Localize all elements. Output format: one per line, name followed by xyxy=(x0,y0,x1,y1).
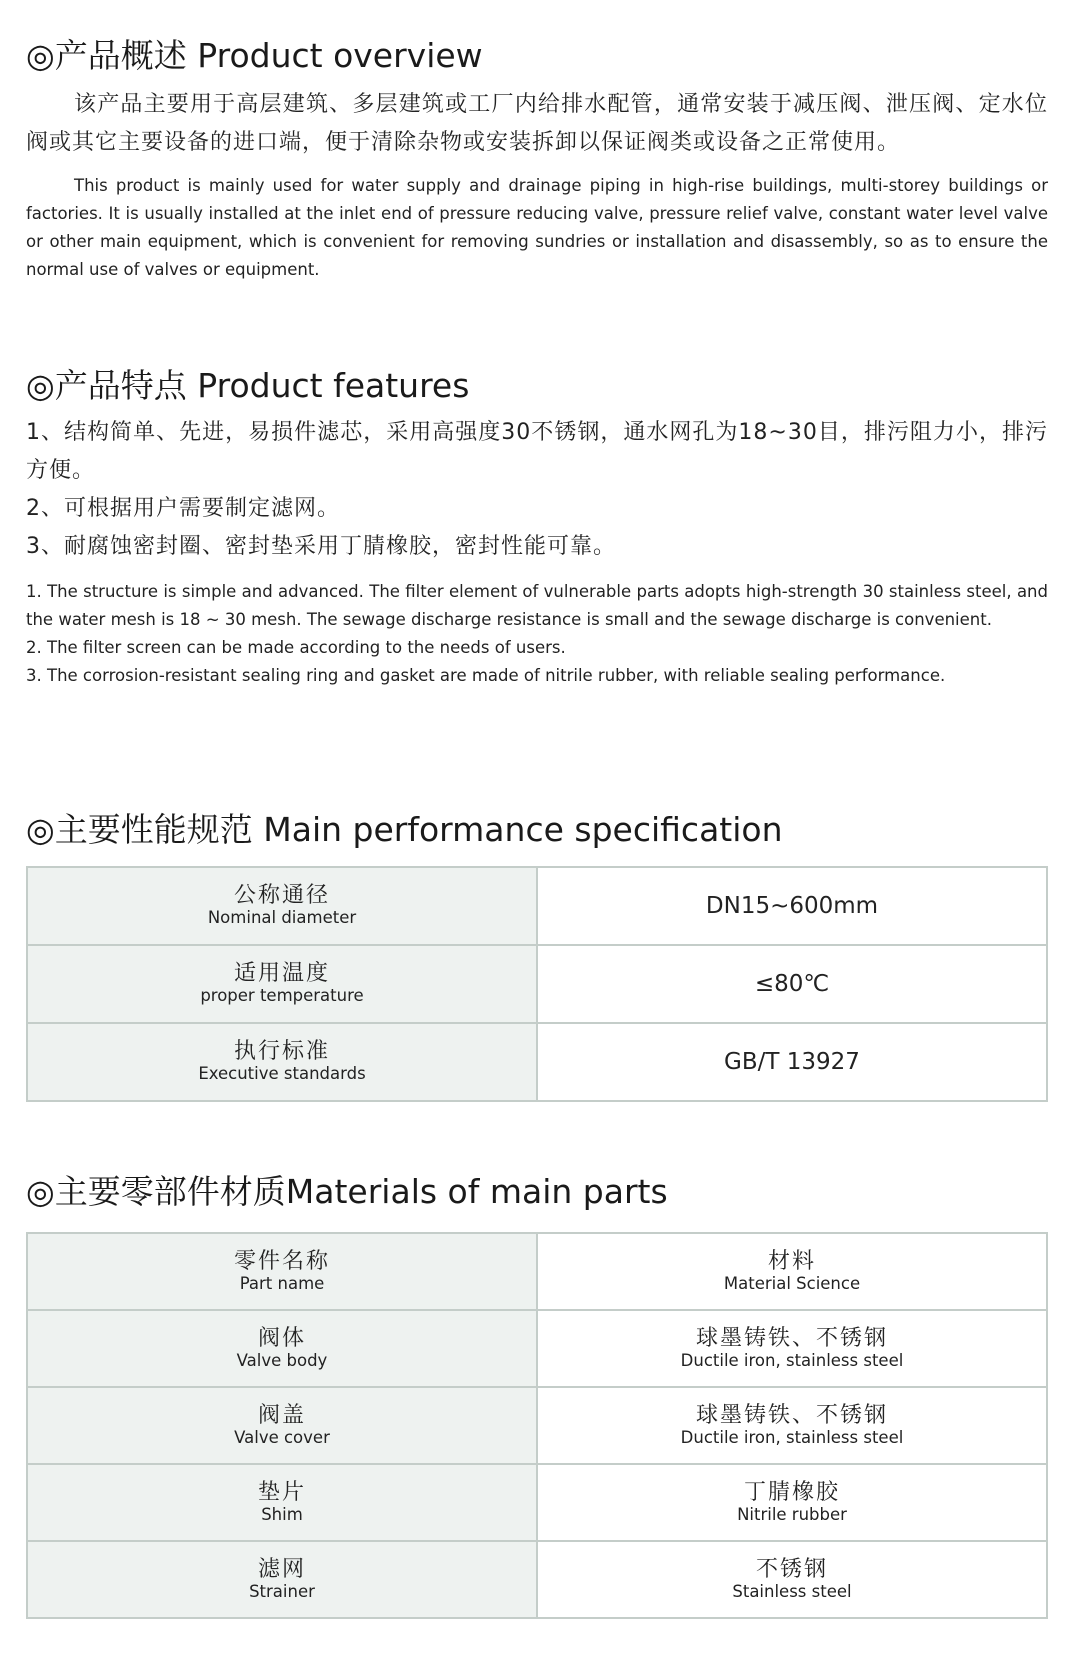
material-cell xyxy=(537,1387,1047,1464)
part-header-cell xyxy=(27,1233,537,1310)
material-cell xyxy=(537,1464,1047,1541)
spec-label-cell xyxy=(27,867,537,945)
material-en: Ductile iron, stainless steel xyxy=(680,1350,904,1370)
overview-title: ◎产品概述 Product overview xyxy=(26,36,483,75)
spec-value: ≤80℃ xyxy=(754,971,830,997)
spec-label-en: Executive standards xyxy=(198,1064,366,1083)
material-cell xyxy=(537,1310,1047,1387)
feature-cn-3: 3、耐腐蚀密封圈、密封垫采用丁腈橡胶，密封性能可靠。 xyxy=(26,534,616,559)
spec-value: DN15~600mm xyxy=(705,893,879,919)
part-name-en: Valve cover xyxy=(234,1427,330,1447)
material-cn: 球墨铸铁、不锈钢 xyxy=(695,1402,888,1428)
part-cell xyxy=(27,1310,537,1387)
features-section xyxy=(26,366,1048,690)
materials-header-row xyxy=(27,1233,1047,1310)
spec-label-cell xyxy=(27,1023,537,1101)
spec-title: ◎主要性能规范 Main performance specification xyxy=(26,810,783,849)
spec-label-cell xyxy=(27,945,537,1023)
spec-value-cell xyxy=(537,867,1047,945)
materials-table xyxy=(26,1232,1048,1619)
spec-value: GB/T 13927 xyxy=(724,1049,860,1075)
spec-label-cn: 公称通径 xyxy=(233,883,330,908)
materials-row xyxy=(27,1464,1047,1541)
spec-table xyxy=(26,866,1048,1102)
part-cell xyxy=(27,1464,537,1541)
material-header-cn: 材料 xyxy=(767,1248,816,1274)
part-name-en: Strainer xyxy=(249,1581,315,1601)
part-name-en: Shim xyxy=(261,1504,303,1524)
spec-label-cn: 执行标准 xyxy=(233,1039,330,1064)
spec-section xyxy=(26,810,1048,850)
overview-text-cn: 该产品主要用于高层建筑、多层建筑或工厂内给排水配管，通常安装于减压阀、泄压阀、定水位阀或其它主要设备的进口端，便于清除杂物或安装拆卸以保证阀类或设备之正常使用。 xyxy=(26,92,1048,155)
materials-title: ◎主要零部件材质Materials of main parts xyxy=(26,1172,668,1211)
spec-table-wrap xyxy=(26,866,1048,1102)
materials-row xyxy=(27,1541,1047,1618)
overview-section xyxy=(26,36,1048,284)
part-name-cn: 阀盖 xyxy=(257,1402,306,1428)
spec-row xyxy=(27,945,1047,1023)
material-header-en: Material Science xyxy=(723,1273,861,1293)
part-cell xyxy=(27,1541,537,1618)
spec-label-cn: 适用温度 xyxy=(233,961,330,986)
part-name-cn: 滤网 xyxy=(257,1556,306,1582)
part-header-cn: 零件名称 xyxy=(233,1248,330,1274)
materials-section xyxy=(26,1172,1048,1212)
spec-value-cell xyxy=(537,1023,1047,1101)
features-title: ◎产品特点 Product features xyxy=(26,366,470,405)
feature-en-2: 2. The filter screen can be made according to the needs of users. xyxy=(26,638,566,657)
material-cn: 不锈钢 xyxy=(755,1556,828,1582)
feature-cn-1: 1、结构简单、先进，易损件滤芯，采用高强度30不锈钢，通水网孔为18~30目，排污阻力小，排污方便。 xyxy=(26,420,1048,483)
material-en: Stainless steel xyxy=(732,1581,852,1601)
spec-label-en: Nominal diameter xyxy=(207,908,357,927)
feature-en-1: 1. The structure is simple and advanced. The filter element of vulnerable parts adopts high-strength 30 stainless steel, and the water mesh is 18 ~ 30 mesh. The sewage discharge resistance is small and the sewage discharge is convenient. xyxy=(26,582,1048,629)
part-cell xyxy=(27,1387,537,1464)
overview-text-en: This product is mainly used for water supply and drainage piping in high-rise buildings, multi-storey buildings or factories. It is usually installed at the inlet end of pressure reducing valve, pressure relief valve, constant water level valve or other main equipment, which is convenient for removing sundries or installation and disassembly, so as to ensure the normal use of valves or equipment. xyxy=(26,176,1048,279)
part-name-en: Valve body xyxy=(236,1350,328,1370)
material-en: Ductile iron, stainless steel xyxy=(680,1427,904,1447)
spec-value-cell xyxy=(537,945,1047,1023)
part-header-en: Part name xyxy=(239,1273,325,1293)
material-header-cell xyxy=(537,1233,1047,1310)
material-cell xyxy=(537,1541,1047,1618)
materials-row xyxy=(27,1387,1047,1464)
feature-en-3: 3. The corrosion-resistant sealing ring and gasket are made of nitrile rubber, with reliable sealing performance. xyxy=(26,666,946,685)
part-name-cn: 垫片 xyxy=(257,1479,306,1505)
spec-row xyxy=(27,867,1047,945)
material-cn: 丁腈橡胶 xyxy=(743,1479,840,1505)
spec-label-en: proper temperature xyxy=(200,986,364,1005)
part-name-cn: 阀体 xyxy=(257,1325,306,1351)
material-en: Nitrile rubber xyxy=(737,1504,847,1524)
materials-table-wrap xyxy=(26,1232,1048,1619)
feature-cn-2: 2、可根据用户需要制定滤网。 xyxy=(26,496,340,521)
material-cn: 球墨铸铁、不锈钢 xyxy=(695,1325,888,1351)
spec-row xyxy=(27,1023,1047,1101)
materials-row xyxy=(27,1310,1047,1387)
